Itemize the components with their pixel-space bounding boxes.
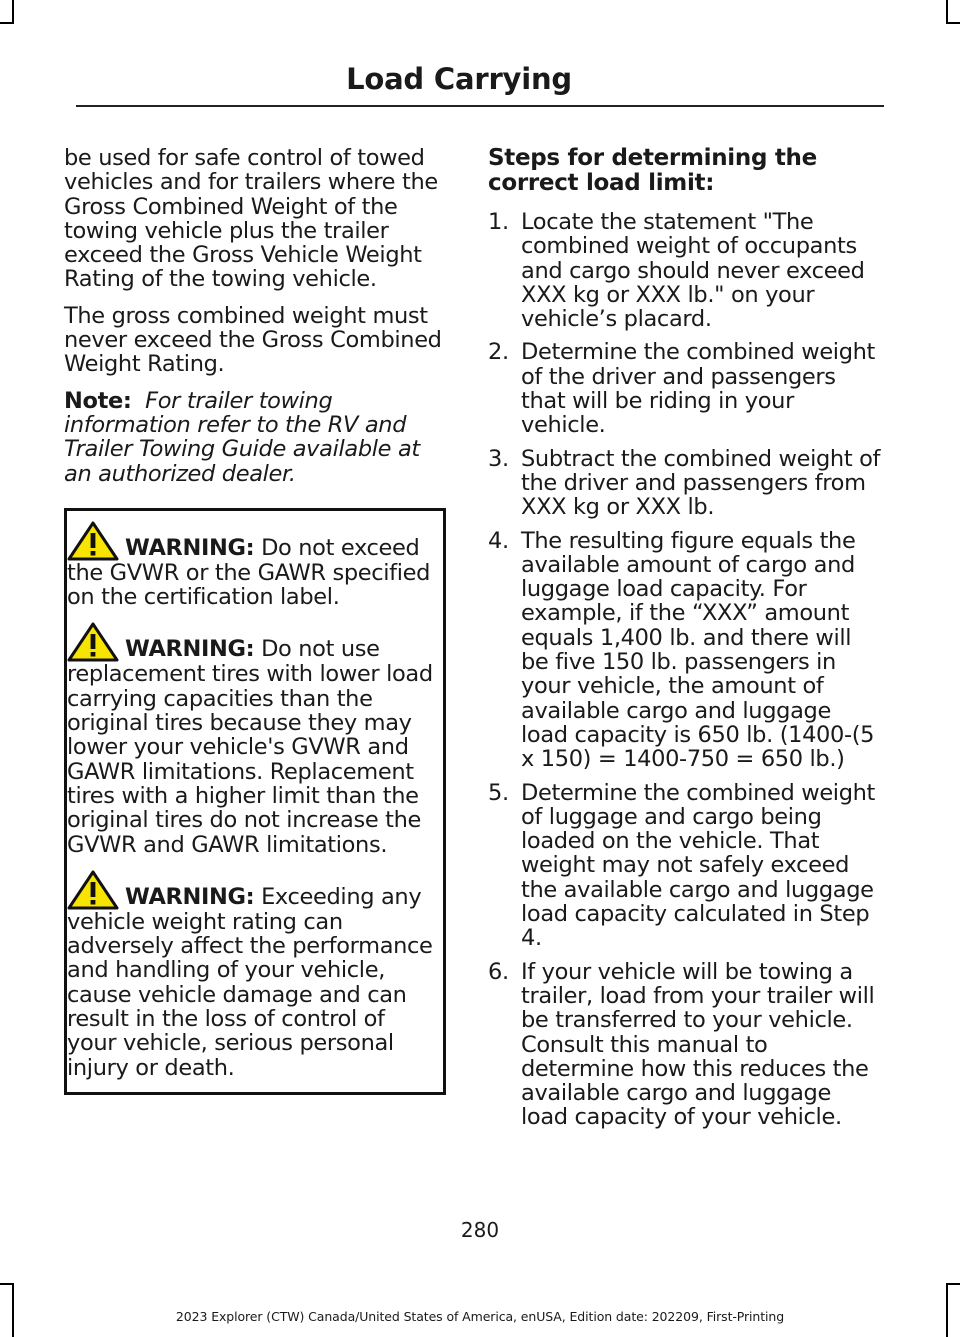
- list-item: [488, 210, 884, 331]
- warning-label: WARNING:: [125, 636, 255, 663]
- warning-item: [67, 521, 435, 610]
- crop-mark: [946, 0, 948, 24]
- body-paragraph: be used for safe control of towed vehicles and for trailers where the Gross Combined Weight of the towing vehicle plus the trailer exceed the Gross Vehicle Weight Rating of the towing vehicle.: [64, 145, 438, 293]
- warning-text: Do not use replacement tires with lower load carrying capacities than the original tires because they may lower your vehicle's GVWR and GAWR limitations. Replacement tires with a higher limit than the original tires do not increase the GVWR and GAWR limitations.: [67, 636, 433, 858]
- step-text: Subtract the combined weight of the driver and passengers from XXX kg or XXX lb.: [521, 445, 881, 521]
- list-item: [488, 960, 884, 1130]
- step-text: Determine the combined weight of luggage and cargo being loaded on the vehicle. That weight may not safely exceed the available cargo and luggage load capacity calculated in Step 4.: [521, 779, 876, 952]
- section-heading: Steps for determining the correct load limit:: [488, 145, 817, 196]
- note: [64, 389, 449, 486]
- list-item: [488, 340, 884, 437]
- body-paragraph: The gross combined weight must never exceed the Gross Combined Weight Rating.: [64, 302, 442, 378]
- header-divider: [76, 105, 884, 107]
- step-text: If your vehicle will be towing a trailer, load from your trailer will be transferred to your vehicle. Consult this manual to determine how this reduces the available cargo and luggage load capacity of your vehicle.: [521, 958, 875, 1131]
- steps-list: [488, 210, 884, 1130]
- step-text: Determine the combined weight of the driver and passengers that will be riding in your vehicle.: [521, 339, 876, 439]
- warning-triangle-icon: [67, 521, 119, 561]
- note-label: Note:: [64, 387, 132, 414]
- step-number: 2.: [488, 339, 509, 366]
- warning-box: [64, 508, 446, 1095]
- crop-mark: [12, 0, 14, 24]
- warning-triangle-icon: [67, 622, 119, 662]
- crop-mark: [946, 22, 960, 24]
- warning-item: [67, 622, 435, 856]
- page-number: 280: [460, 1218, 500, 1242]
- footer-edition-info: 2023 Explorer (CTW) Canada/United States of America, enUSA, Edition date: 202209, First-Printing: [175, 1309, 785, 1324]
- step-number: 3.: [488, 445, 509, 472]
- crop-mark: [0, 22, 14, 24]
- warning-label: WARNING:: [125, 534, 255, 561]
- list-item: [488, 781, 884, 951]
- warning-item: [67, 870, 435, 1080]
- left-column: [64, 146, 449, 1095]
- warning-text: Exceeding any vehicle weight rating can adversely affect the performance and handling of your vehicle, cause vehicle damage and can result in the loss of control of your vehicle, serious personal injury or death.: [67, 883, 433, 1081]
- warning-label: WARNING:: [125, 883, 255, 910]
- step-number: 6.: [488, 958, 509, 985]
- step-number: 4.: [488, 527, 509, 554]
- right-column: [488, 146, 884, 1139]
- warning-text: Do not exceed the GVWR or the GAWR specified on the certification label.: [67, 534, 431, 611]
- step-text: The resulting figure equals the available amount of cargo and luggage load capacity. For example, if the “XXX” amount equals 1,400 lb. and there will be five 150 lb. passengers in your vehicle, the amount of available cargo and luggage load capacity is 650 lb. (1400-(5 x 150) = 1400-750 = 650 lb.): [521, 527, 875, 773]
- note-text: For trailer towing information refer to the RV and Trailer Towing Guide available at an authorized dealer.: [64, 387, 420, 487]
- list-item: [488, 447, 884, 520]
- list-item: [488, 529, 884, 772]
- step-text: Locate the statement "The combined weight of occupants and cargo should never exceed XXX kg or XXX lb." on your vehicle’s placard.: [521, 209, 865, 333]
- step-number: 5.: [488, 779, 509, 806]
- crop-mark: [0, 1283, 14, 1285]
- warning-triangle-icon: [67, 870, 119, 910]
- crop-mark: [946, 1283, 960, 1285]
- step-number: 1.: [488, 209, 509, 235]
- page-title: Load Carrying: [346, 62, 572, 96]
